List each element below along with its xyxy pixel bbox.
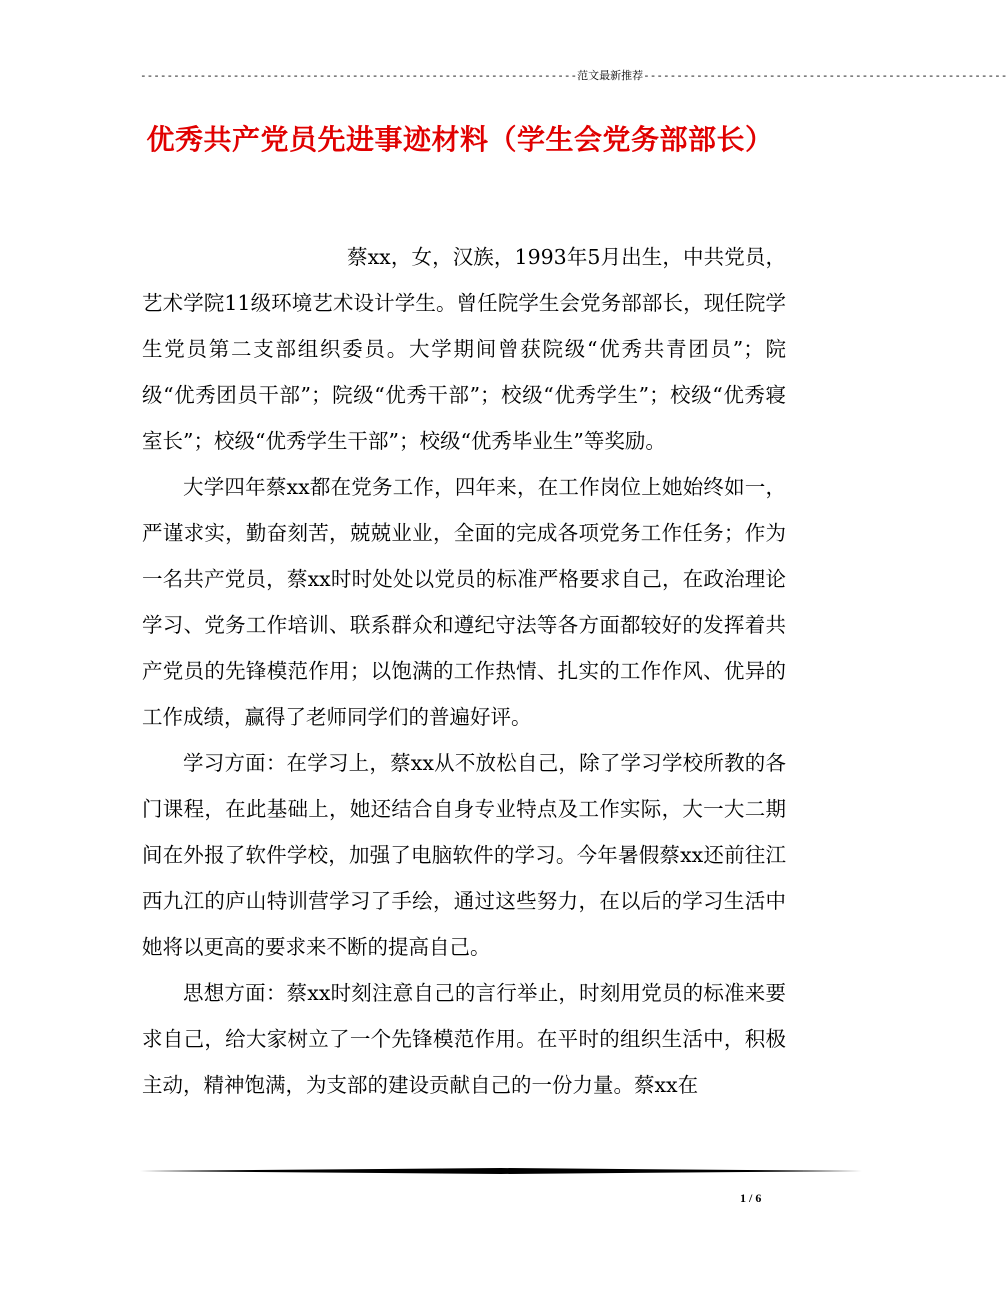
footer-divider [140, 1168, 862, 1174]
header-dashes-left: ------------------------------------------------------------------ [140, 69, 578, 82]
paragraph-intro: 蔡xx，女，汉族，1993年5月出生，中共党员，艺术学院11级环境艺术设计学生。曾任院学生会党务部部长，现任院学生党员第二支部组织委员。大学期间曾获院级“优秀共青团员”；院级“优秀团员干部”；院级“优秀干部”；校级“优秀学生”；校级“优秀寝室长”；校级“优秀学生干部”；校级“优秀毕业生”等奖励。 [142, 245, 786, 453]
header-label: 范文最新推荐 [577, 69, 644, 82]
page-number: 1 / 6 [740, 1191, 762, 1205]
paragraph-thought: 思想方面：蔡xx时刻注意自己的言行举止，时刻用党员的标准来要求自己，给大家树立了一个先锋模范作用。在平时的组织生活中，积极主动，精神饱满，为支部的建设贡献自己的一份力量。蔡xx在 [142, 981, 786, 1097]
paragraph-work: 大学四年蔡xx都在党务工作，四年来，在工作岗位上她始终如一，严谨求实，勤奋刻苦，兢兢业业，全面的完成各项党务工作任务；作为一名共产党员，蔡xx时时处处以党员的标准严格要求自己，在政治理论学习、党务工作培训、联系群众和遵纪守法等各方面都较好的发挥着共产党员的先锋模范作用；以饱满的工作热情、扎实的工作作风、优异的工作成绩，赢得了老师同学们的普遍好评。 [142, 475, 786, 729]
page-header [140, 68, 1007, 84]
document-title: 优秀共产党员先进事迹材料（学生会党务部部长） [146, 123, 774, 156]
document-body [142, 234, 786, 1108]
paragraph-study: 学习方面：在学习上，蔡xx从不放松自己，除了学习学校所教的各门课程，在此基础上，她还结合自身专业特点及工作实际，大一大二期间在外报了软件学校，加强了电脑软件的学习。今年暑假蔡xx还前往江西九江的庐山特训营学习了手绘，通过这些努力，在以后的学习生活中她将以更高的要求来不断的提高自己。 [142, 751, 786, 959]
header-dashes-right: ------------------------------------------------------- [643, 69, 1007, 82]
